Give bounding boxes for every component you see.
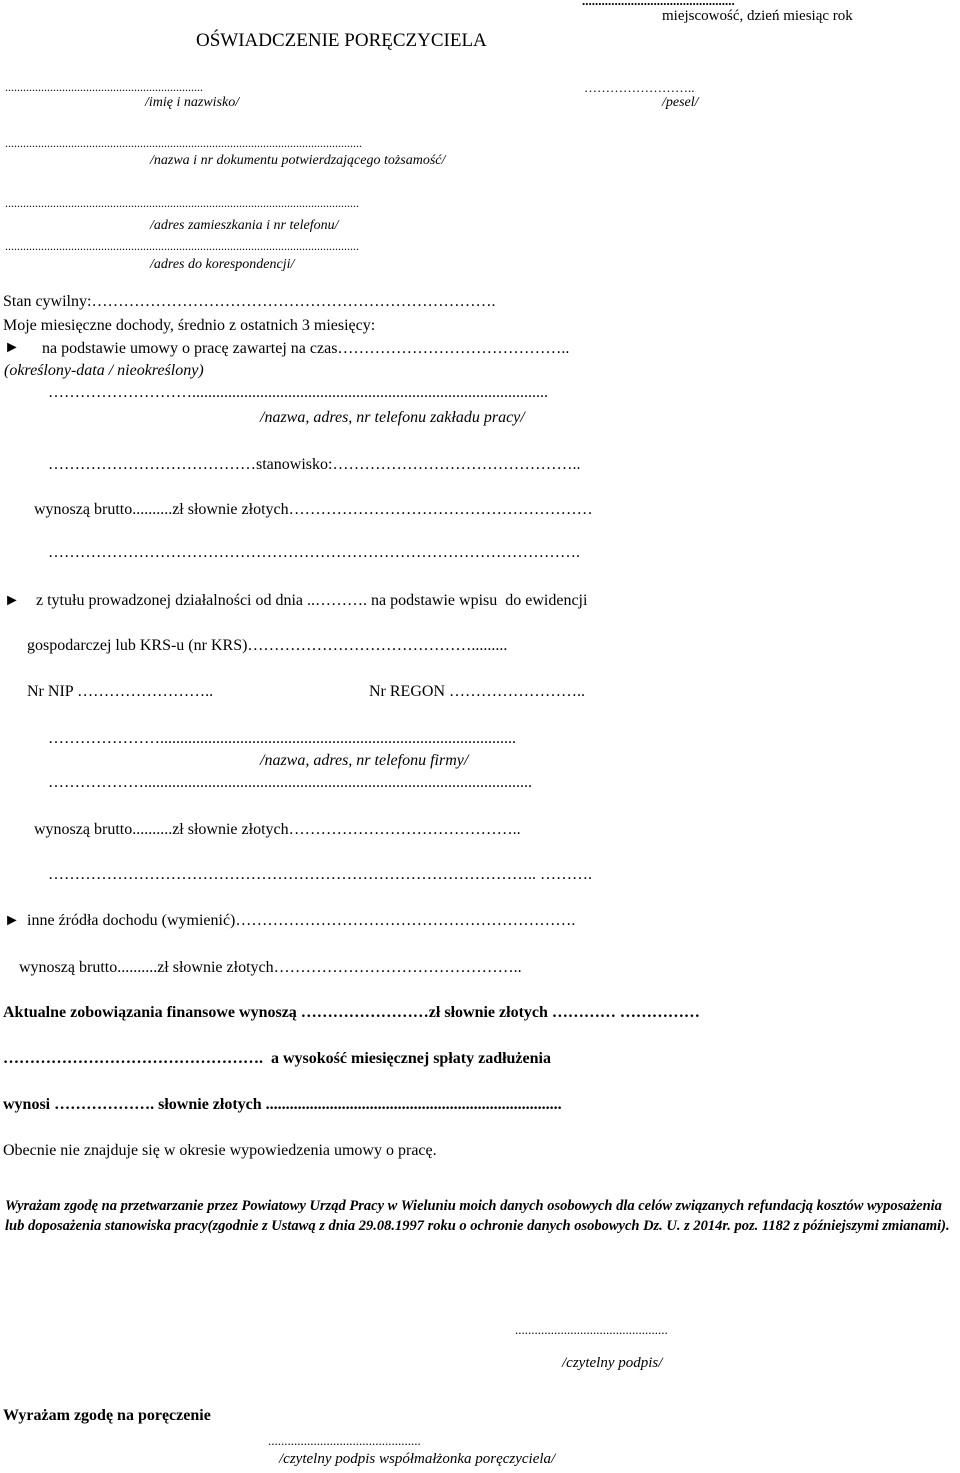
gdpr-consent-paragraph: Wyrażam zgodę na przetwarzanie przez Powiatowy Urząd Pracy w Wieluniu moich danych osobowych dla celów związanych refundacją kosztów wyposażenia lub doposażenia stanowiska pracy(zgodnie z Ustawą z dnia 29.08.1997 roku o ochronie danych osobowych Dz. U. z 2014r. poz. 1182 z późniejszymi zmianami).	[5, 1198, 950, 1234]
gross-income-1-cont: ……………………………………………………………………………………….	[48, 544, 580, 561]
business-label: z tytułu prowadzonej działalności od dnia ..………. na podstawie wpisu do ewidencji	[36, 592, 588, 609]
gross-income-2: wynoszą brutto..........zł słownie złotych……………………………………..	[34, 821, 521, 838]
corr-caption: /adres do korespondencji/	[150, 257, 295, 272]
nip-line: Nr NIP ……………………..	[27, 683, 214, 700]
employment-label: na podstawie umowy o pracę zawartej na czas……………………………………..	[42, 340, 570, 357]
position-line: …………………………………stanowisko:………………………………………..	[48, 456, 581, 473]
spouse-signature-caption: /czytelny podpis współmałżonka poręczyciela/	[279, 1451, 556, 1467]
page-title: OŚWIADCZENIE PORĘCZYCIELA	[196, 30, 487, 51]
firm-caption: /nazwa, adres, nr telefonu firmy/	[260, 752, 469, 769]
address-caption: /adres zamieszkania i nr telefonu/	[150, 218, 339, 233]
pesel-caption: /pesel/	[662, 95, 699, 110]
obligations-line-2: …………………………………………. a wysokość miesięcznej spłaty zadłużenia	[3, 1050, 551, 1067]
obligations-line-3: wynosi ………………. słownie złotych ..........................................................................	[3, 1096, 562, 1113]
arrow-right-icon: ►	[4, 912, 20, 929]
guarantee-consent: Wyrażam zgodę na poręczenie	[3, 1407, 211, 1424]
notice-line: Obecnie nie znajduje się w okresie wypowiedzenia umowy o pracę.	[3, 1142, 437, 1159]
arrow-right-icon: ►	[4, 339, 20, 356]
signature-caption: /czytelny podpis/	[562, 1355, 663, 1371]
gross-income-2-cont: ……………………………………………………………………………….. ……….	[48, 866, 592, 883]
gross-income-3: wynoszą brutto..........zł słownie złotych………………………………………..	[19, 959, 522, 976]
firm-dots: ………………….........................................................................................	[48, 730, 516, 747]
employer-dots: ……………………….........................................................................................	[48, 384, 548, 401]
spouse-signature-dots: ...............................................	[268, 1433, 421, 1448]
address-dots: ......................................................................................................................	[5, 196, 359, 210]
name-dots: ..................................................................	[5, 80, 203, 94]
signature-dots: ...............................................	[515, 1322, 668, 1337]
income-header: Moje miesięczne dochody, średnio z ostatnich 3 miesięcy:	[3, 317, 376, 334]
id-dots: .......................................................................................................................	[5, 136, 362, 150]
firm-dots-2: ……………….................................................................................................	[48, 774, 532, 791]
corr-dots: ......................................................................................................................	[5, 239, 359, 253]
business-cont: gospodarczej lub KRS-u (nr KRS)…………………………………….........	[27, 637, 508, 654]
arrow-right-icon: ►	[4, 592, 20, 609]
gross-income-1: wynoszą brutto..........zł słownie złotych…………………………………………………	[34, 501, 593, 518]
name-caption: /imię i nazwisko/	[145, 95, 240, 110]
date-caption: miejscowość, dzień miesiąc rok	[662, 8, 853, 24]
marital-status-line: Stan cywilny:………………………………………………………………….	[3, 293, 496, 310]
regon-line: Nr REGON ……………………..	[369, 683, 585, 700]
other-income-label: inne źródła dochodu (wymienić)……………………………………………………….	[27, 912, 576, 929]
employer-caption: /nazwa, adres, nr telefonu zakładu pracy/	[260, 409, 525, 426]
obligations-line-1: Aktualne zobowiązania finansowe wynoszą ……………………zł słownie złotych ………… ……………	[3, 1004, 700, 1021]
pesel-dots: ……………………..	[584, 80, 695, 95]
id-caption: /nazwa i nr dokumentu potwierdzającego tożsamość/	[150, 153, 446, 168]
employment-hint: (określony-data / nieokreślony)	[4, 362, 204, 379]
date-dots: ...............................................	[582, 0, 735, 8]
